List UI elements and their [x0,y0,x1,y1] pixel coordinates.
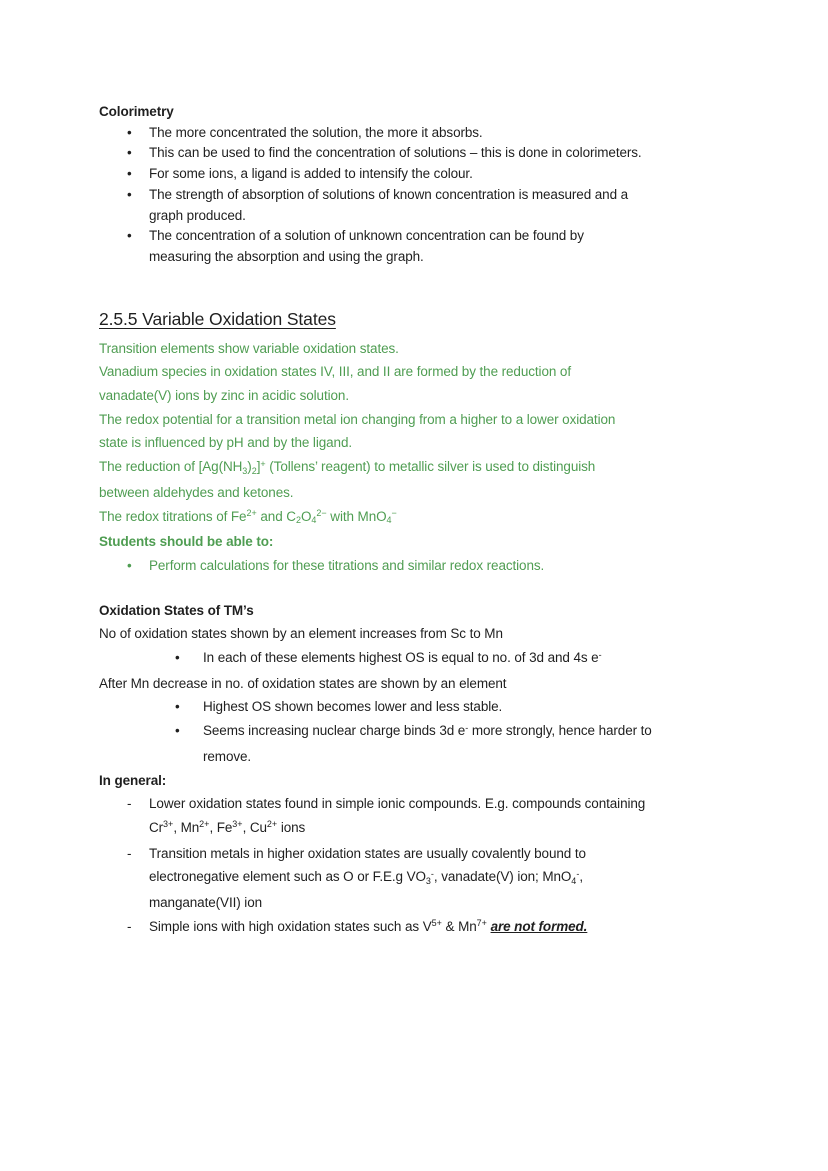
text-segment: Transition metals in higher oxidation states are usually covalently bound to [149,845,586,861]
bullet-marker: • [127,124,132,140]
text-line [99,915,788,941]
text-segment: Perform calculations for these titrations and similar redox reactions. [149,557,545,573]
text-segment: The strength of absorption of solutions of known concentration is measured and a [149,186,629,202]
text-line [99,164,788,185]
text-line [99,646,788,672]
text-segment: 2− [316,508,327,519]
text-segment: , Fe [209,819,233,835]
text-segment: In general: [99,772,167,788]
oxidation-states-notes [99,622,788,940]
text-segment: 5+ [431,918,442,929]
text-segment: - [430,868,434,879]
bullet-marker: • [175,699,180,715]
text-segment: Transition elements show variable oxidation states. [99,340,399,356]
text-segment: For some ions, a ligand is added to intensify the colour. [149,166,473,182]
text-segment: This can be used to find the concentration of solutions – this is done in colorimeters. [149,145,642,161]
text-segment: , Cu [242,819,267,835]
bullet-marker: • [175,723,180,739]
text-segment: 4 [571,875,577,886]
text-line [99,455,788,481]
variable-oxidation-notes [99,337,788,578]
text-line [99,622,788,646]
text-segment: with MnO [326,508,387,524]
text-segment: 3+ [232,819,243,830]
text-line [99,842,788,866]
text-line [99,745,788,769]
text-segment: remove. [203,748,252,764]
text-line [99,226,788,247]
text-line [99,143,788,164]
text-line [99,505,788,531]
dash-marker: - [127,796,132,812]
text-segment: manganate(VII) ion [149,895,263,911]
bullet-marker: • [175,650,180,666]
text-segment: Students should be able to: [99,534,274,550]
text-line [99,672,788,696]
text-segment: 2+ [246,508,257,519]
text-segment: 3 [425,875,431,886]
bullet-marker: • [127,186,132,202]
text-segment: Simple ions with high oxidation states such as V [149,918,432,934]
text-line [99,185,788,206]
text-segment: 2+ [266,819,278,830]
oxidation-states-tm-heading: Oxidation States of TM’s [99,602,254,618]
text-segment: electronegative element such as O or F.E.g VO [149,869,426,885]
bullet-marker: • [127,166,132,182]
text-segment: (Tollens’ reagent) to metallic silver is used to distinguish [265,459,596,475]
text-segment: Lower oxidation states found in simple ionic compounds. E.g. compounds containing [149,796,646,812]
text-line [99,408,788,432]
bullet-marker: • [127,228,132,244]
text-segment: ions [277,819,306,835]
text-segment: + [260,458,266,469]
text-segment: & Mn [441,918,477,934]
text-segment: The redox potential for a transition metal ion changing from a higher to a lower oxidation [99,411,616,427]
text-segment: 7+ [476,918,487,929]
section-oxidation-states-tm [99,599,788,941]
text-segment: state is influenced by pH and by the ligand. [99,435,353,451]
text-segment: 3+ [163,819,174,830]
text-segment: In each of these elements highest OS is equal to no. of 3d and 4s e [203,650,599,666]
text-line [99,695,788,719]
text-segment: The more concentrated the solution, the more it absorbs. [149,124,483,140]
text-line [99,769,788,793]
colorimetry-heading: Colorimetry [99,104,174,119]
text-segment: more strongly, hence harder to [468,723,652,739]
text-segment: Vanadium species in oxidation states IV, III, and II are formed by the reduction of [99,364,571,380]
text-segment: - [598,649,602,660]
text-segment: 2+ [199,819,210,830]
colorimetry-bullet-list [99,123,788,268]
text-line [99,384,788,408]
text-segment: ] [256,459,261,475]
text-segment: Highest OS shown becomes lower and less stable. [203,699,503,715]
text-segment: After Mn decrease in no. of oxidation states are shown by an element [99,675,507,691]
bullet-marker: • [127,145,132,161]
variable-oxidation-states-heading: 2.5.5 Variable Oxidation States [99,308,336,329]
text-segment: Seems increasing nuclear charge binds 3d e [203,723,466,739]
text-segment: and C [256,508,296,524]
text-line [99,719,788,745]
text-line [99,792,788,816]
text-segment: The reduction of [Ag(NH [99,459,243,475]
dash-marker: - [127,845,132,861]
text-segment: , [579,869,583,885]
text-segment: 2 [295,515,301,526]
text-line [99,206,788,227]
text-line [99,123,788,144]
text-segment: measuring the absorption and using the graph. [149,248,424,264]
text-line [99,816,788,842]
text-segment: ) [247,459,252,475]
text-segment: , vanadate(V) ion; MnO [433,869,572,885]
text-segment: , Mn [173,819,200,835]
bullet-marker: • [127,557,132,573]
text-line [99,554,788,578]
text-line [99,337,788,361]
text-line [99,431,788,455]
text-segment: Cr [149,819,164,835]
text-segment: are not formed. [490,918,588,934]
text-line [99,360,788,384]
text-line [99,865,788,891]
text-segment: between aldehydes and ketones. [99,484,294,500]
text-line [99,530,788,554]
text-segment: No of oxidation states shown by an element increases from Sc to Mn [99,626,503,642]
text-line [99,247,788,268]
text-segment: 2 [251,465,257,476]
text-segment: − [391,508,397,519]
text-segment: - [465,722,469,733]
text-line [99,481,788,505]
text-segment: graph produced. [149,207,246,223]
text-segment: O [300,508,312,524]
text-segment: 3 [242,465,248,476]
text-segment: 4 [386,515,392,526]
section-variable-oxidation-states [99,308,788,578]
text-segment: 4 [311,515,317,526]
section-colorimetry [99,102,788,268]
text-segment: - [576,868,580,879]
dash-marker: - [127,918,132,934]
text-segment: vanadate(V) ions by zinc in acidic solution. [99,388,349,404]
text-line [99,891,788,915]
text-segment: The concentration of a solution of unknown concentration can be found by [149,228,584,244]
text-segment: The redox titrations of Fe [99,508,247,524]
